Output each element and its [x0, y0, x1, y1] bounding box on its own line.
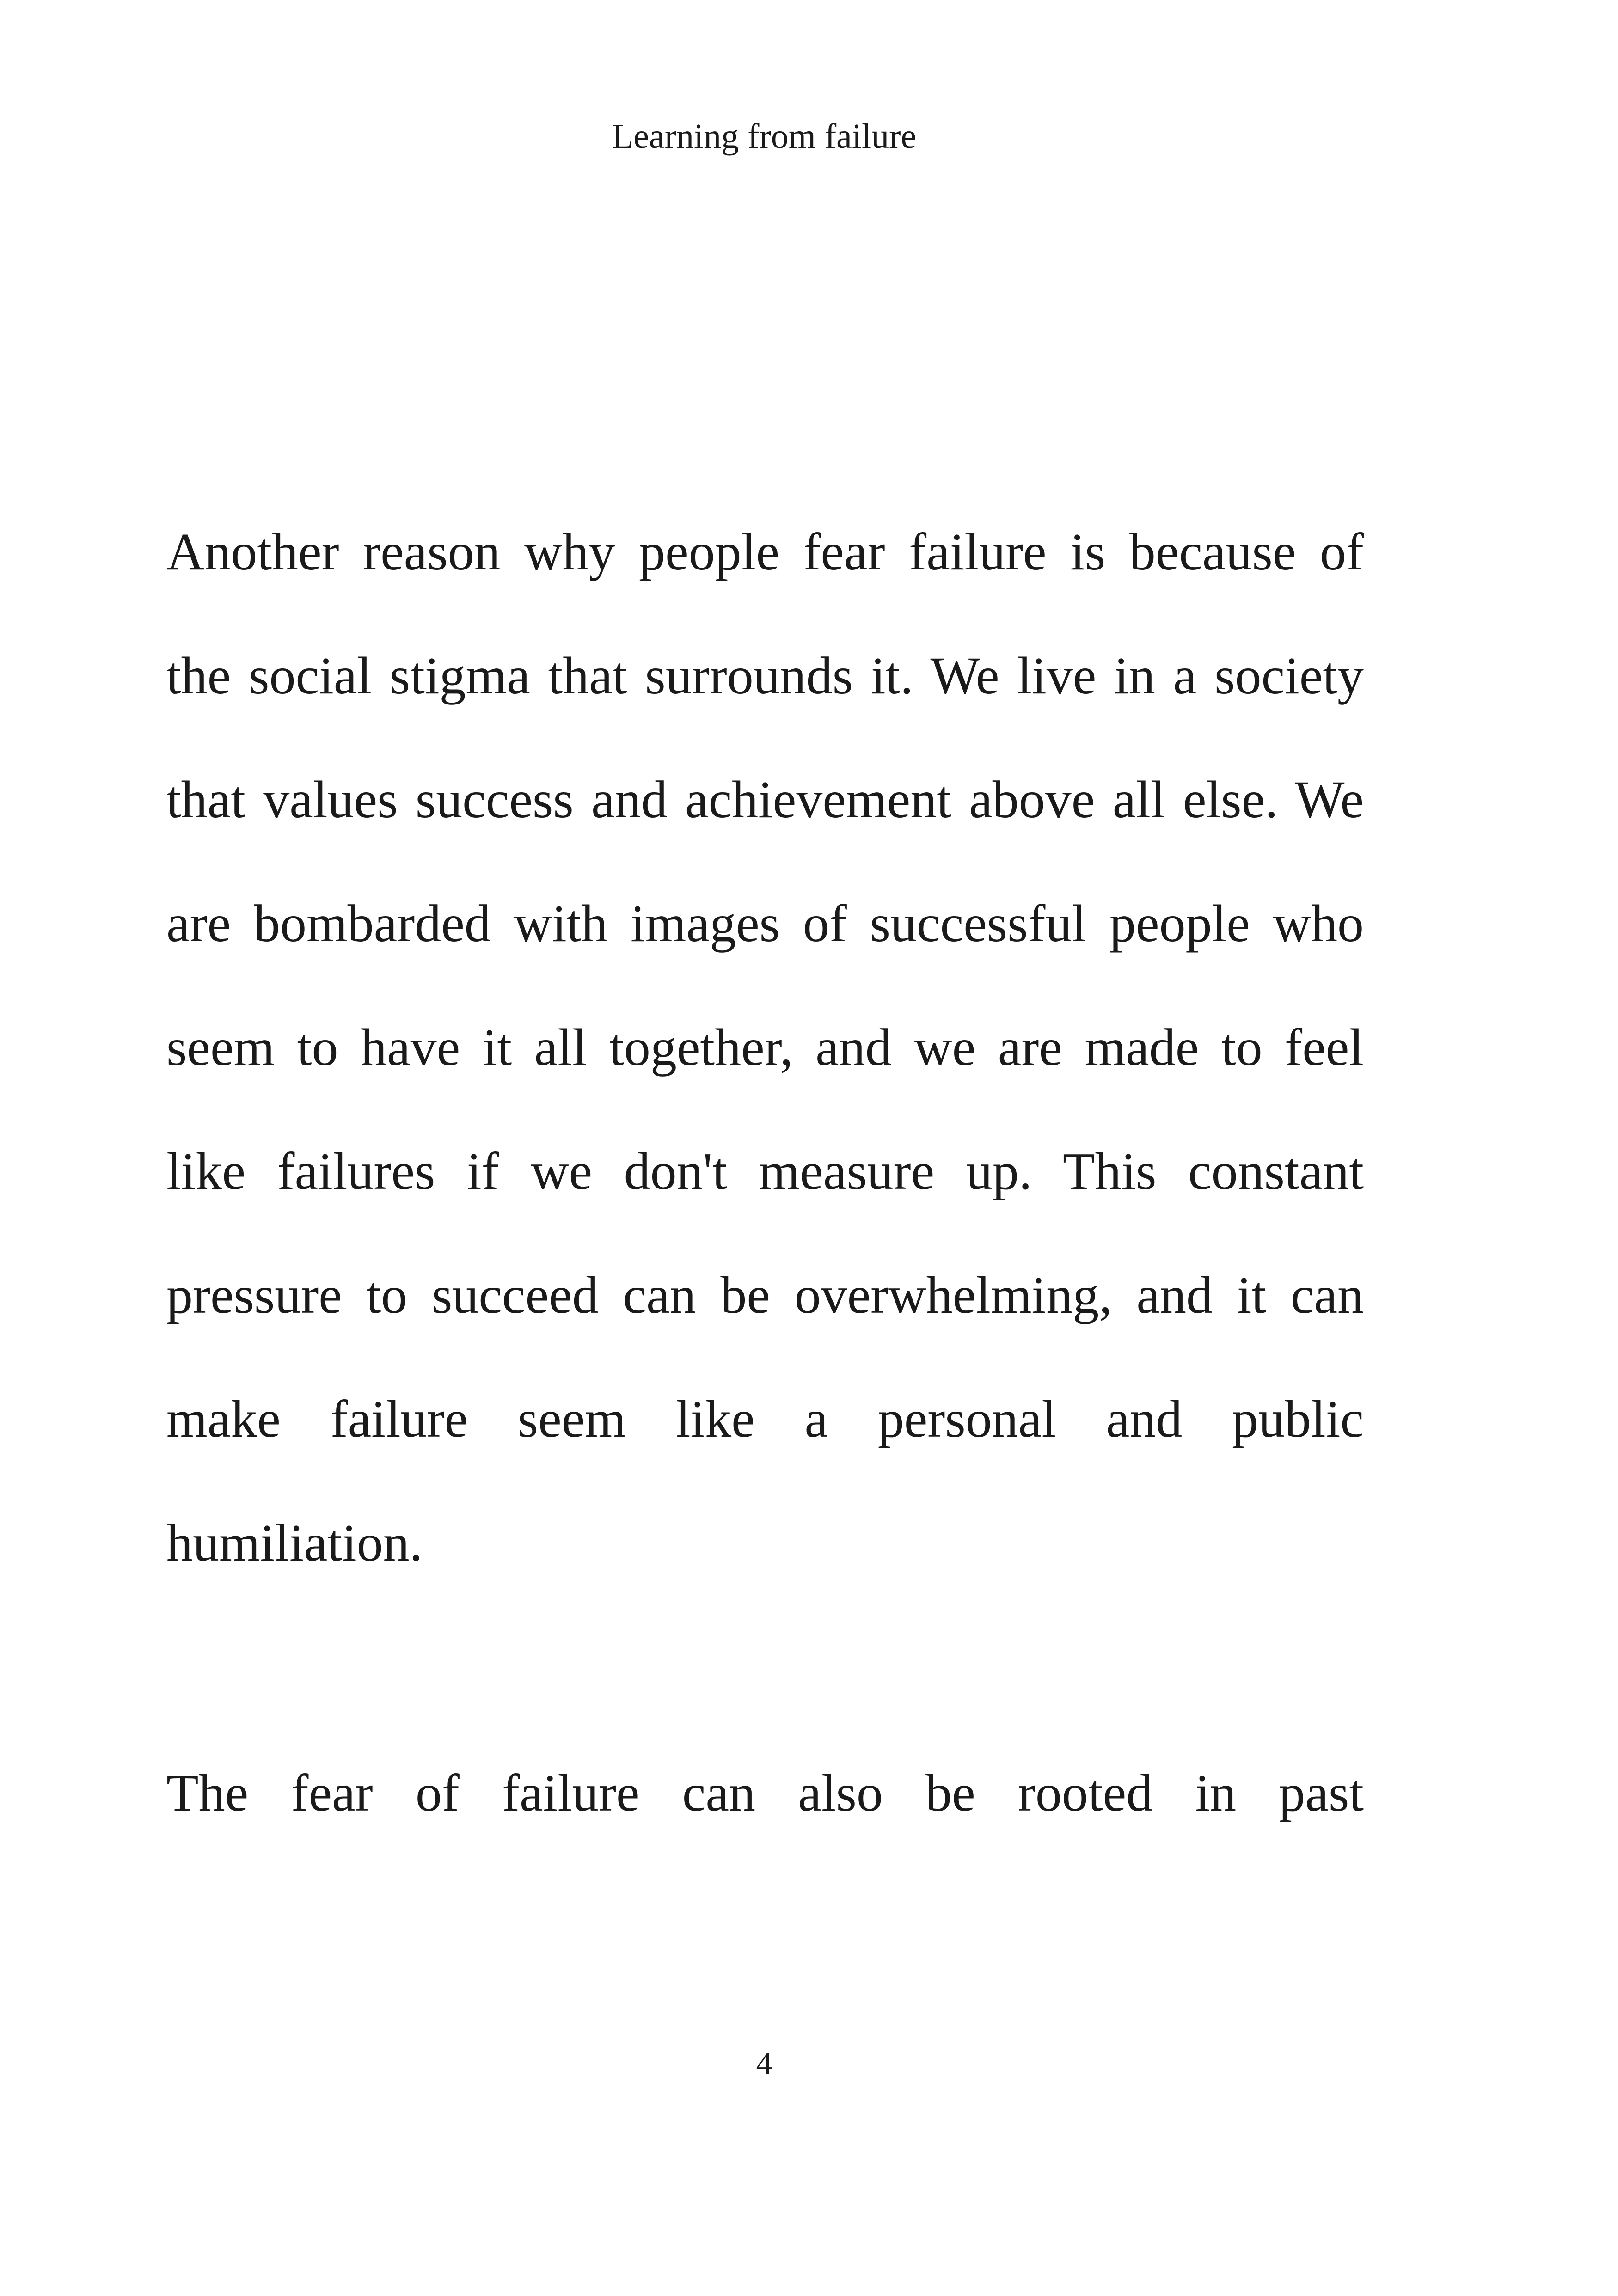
text-line: the social stigma that surrounds it. We live in a society: [166, 646, 1364, 705]
text-line: like failures if we don't measure up. This constant: [166, 1142, 1364, 1200]
text-line: pressure to succeed can be overwhelming, and it can: [166, 1266, 1364, 1324]
text-line: humiliation.: [166, 1513, 423, 1572]
paragraph: [166, 490, 1364, 1605]
page-number: 4: [756, 2046, 772, 2082]
text-line: Another reason why people fear failure is because of: [166, 522, 1364, 581]
text-line: make failure seem like a personal and public: [166, 1390, 1364, 1448]
text-line: that values success and achievement above all else. We: [166, 770, 1364, 829]
running-header: Learning from failure: [612, 117, 917, 156]
paragraph: [166, 1731, 1364, 1855]
text-line: The fear of failure can also be rooted in past: [166, 1763, 1364, 1822]
text-line: seem to have it all together, and we are made to feel: [166, 1018, 1364, 1077]
text-line: are bombarded with images of successful people who: [166, 894, 1364, 953]
